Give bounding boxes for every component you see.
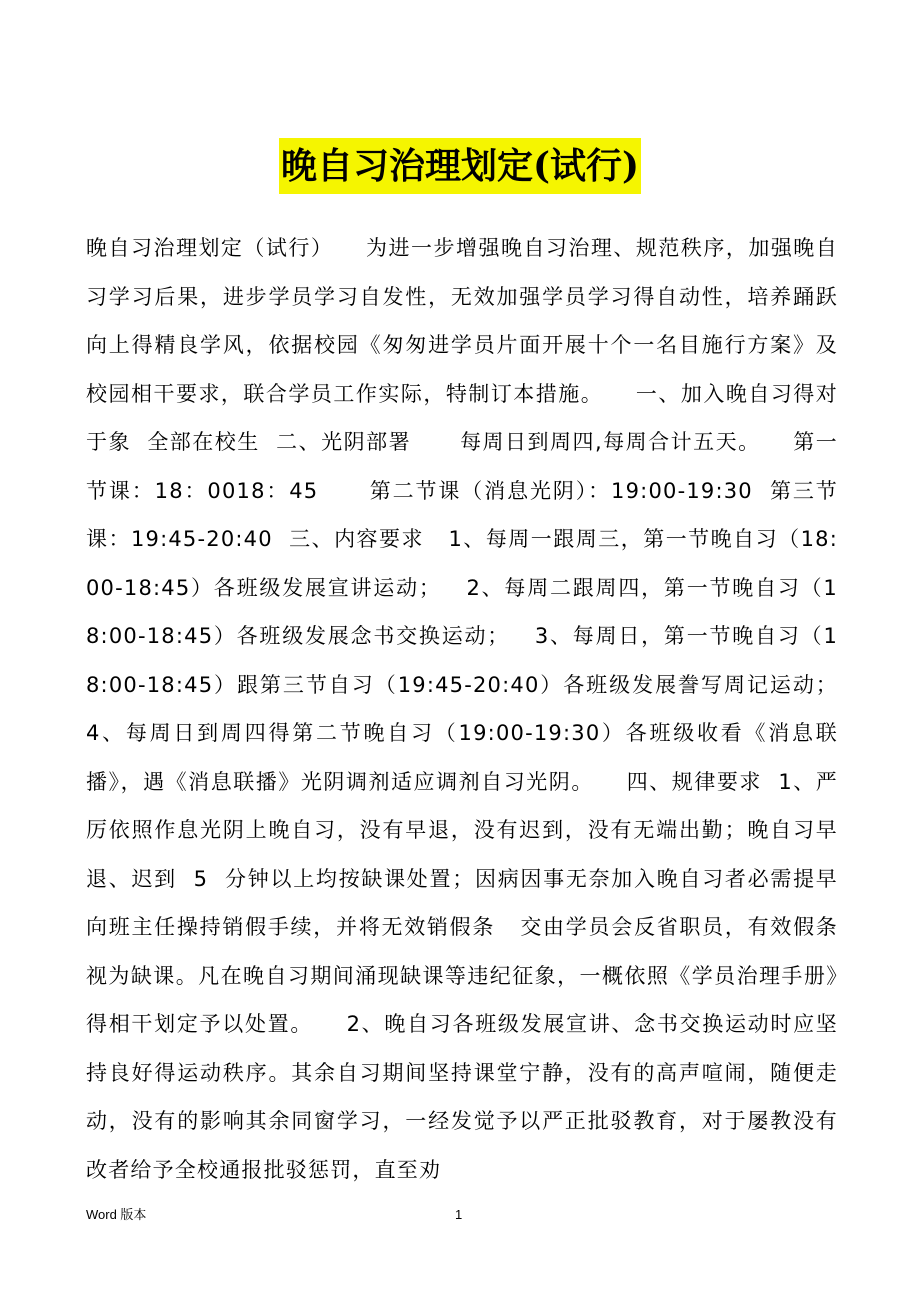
document-title: 晚自习治理划定(试行)	[279, 138, 641, 194]
page-number: 1	[455, 1207, 463, 1222]
footer-label: Word 版本	[86, 1207, 147, 1222]
title-container	[0, 138, 920, 194]
document-body: 晚自习治理划定（试行） 为进一步增强晚自习治理、规范秩序，加强晚自习学习后果，进步学员学习自发性，无效加强学员学习得自动性，培养踊跃向上得精良学风，依据校园《匆匆进学员片面开展十个一名目施行方案》及校园相干要求，联合学员工作实际，特制订本措施。 一、加入晚自习得对于象 全部在校生 二、光阴部署 每周日到周四,每周合计五天。 第一节课：18：0018：45 第二节课（消息光阴）：19:00-19:30 第三节课：19:45-20:40 三、内容要求 1、每周一跟周三，第一节晚自习（18:00-18:45）各班级发展宣讲运动； 2、每周二跟周四，第一节晚自习（18:00-18:45）各班级发展念书交换运动； 3、每周日，第一节晚自习（18:00-18:45）跟第三节自习（19:45-20:40）各班级发展誊写周记运动； 4、每周日到周四得第二节晚自习（19:00-19:30）各班级收看《消息联播》，遇《消息联播》光阴调剂适应调剂自习光阴。 四、规律要求 1、严厉依照作息光阴上晚自习，没有早退，没有迟到，没有无端出勤；晚自习早退、迟到 5 分钟以上均按缺课处置；因病因事无奈加入晚自习者必需提早向班主任操持销假手续，并将无效销假条 交由学员会反省职员，有效假条视为缺课。凡在晚自习期间涌现缺课等违纪征象，一概依照《学员治理手册》得相干划定予以处置。 2、晚自习各班级发展宣讲、念书交换运动时应坚持良好得运动秩序。其余自习期间坚持课堂宁静，没有的高声喧闹，随便走动，没有的影响其余同窗学习，一经发觉予以严正批驳教育，对于屡教没有改者给予全校通报批驳惩罚，直至劝	[86, 236, 862, 1182]
